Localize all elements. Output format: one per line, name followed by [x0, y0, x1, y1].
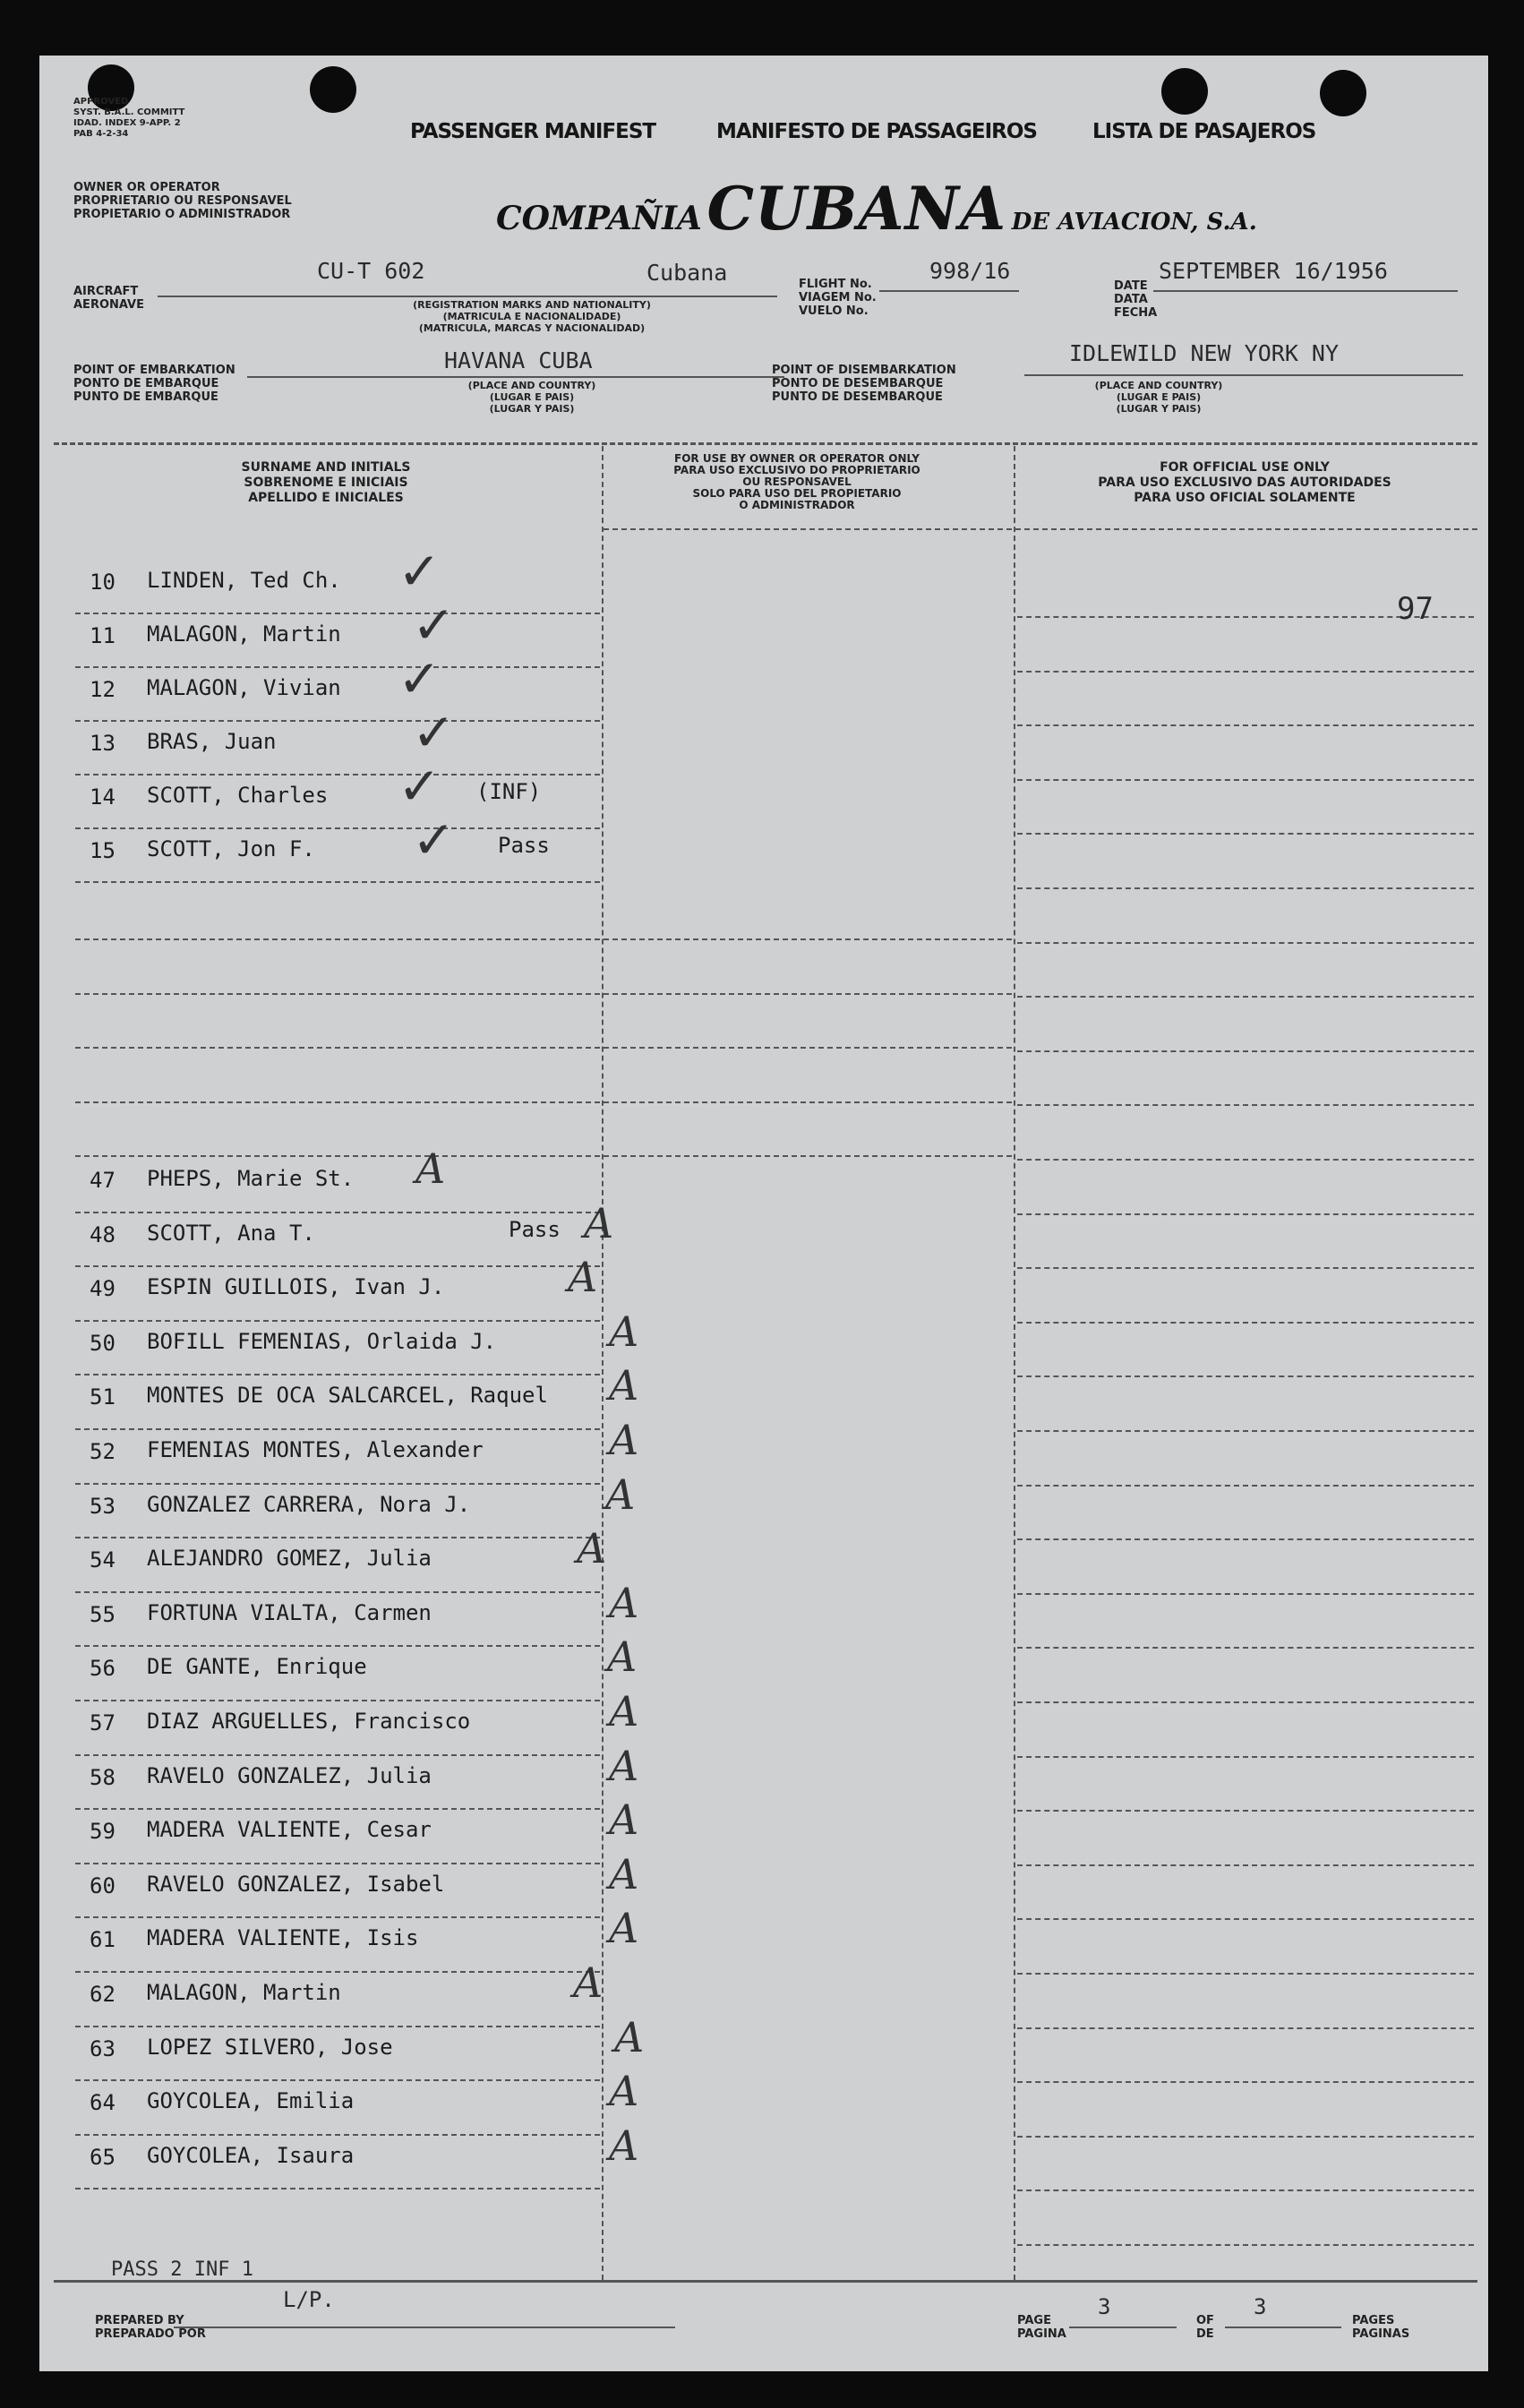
registration-caption-line: (MATRICULA, MARCAS Y NACIONALIDAD) — [418, 322, 646, 334]
initial-mark-icon: A — [577, 1524, 607, 1573]
passenger-number: 11 — [90, 623, 116, 648]
date-value: SEPTEMBER 16/1956 — [1159, 258, 1388, 284]
official-row-rule — [1017, 1322, 1474, 1324]
of-label-line: DE — [1196, 2327, 1214, 2341]
approval-line: APPROVED — [73, 97, 129, 107]
flight-label-line: VUELO No. — [799, 304, 869, 318]
passenger-number: 56 — [90, 1656, 116, 1682]
passenger-name: ESPIN GUILLOIS, Ivan J. — [147, 1274, 445, 1300]
passenger-row — [39, 648, 1024, 725]
passenger-number: 51 — [90, 1384, 116, 1410]
check-mark-icon: ✓ — [412, 702, 456, 763]
row-rule — [75, 720, 600, 722]
official-row-rule — [1017, 1973, 1474, 1975]
official-row-rule — [1017, 1647, 1474, 1649]
punch-hole-4 — [1320, 70, 1366, 116]
disembark-place-caption — [1078, 380, 1239, 415]
col1-header-line: APELLIDO E INICIALES — [248, 491, 404, 505]
disembark-label-line: PUNTO DE DESEMBARQUE — [772, 390, 943, 404]
official-row-rule — [1017, 2244, 1474, 2246]
place-caption-line: (LUGAR E PAIS) — [1116, 391, 1202, 403]
row-rule — [75, 1428, 600, 1430]
official-row-rule — [1017, 1756, 1474, 1758]
passenger-name: MALAGON, Vivian — [147, 675, 341, 700]
row-rule — [75, 1700, 600, 1701]
passenger-name: LOPEZ SILVERO, Jose — [147, 2034, 393, 2060]
official-row-rule — [1017, 1375, 1474, 1377]
approval-line: PAB 4-2-34 — [73, 129, 129, 139]
passenger-row — [39, 595, 1024, 672]
disembark-label — [772, 364, 956, 404]
punch-hole-3 — [1161, 68, 1208, 115]
passenger-number: 60 — [90, 1872, 116, 1898]
initial-mark-icon: A — [614, 2012, 645, 2061]
place-caption-line: (PLACE AND COUNTRY) — [467, 380, 596, 391]
flight-label — [799, 278, 877, 318]
official-row-rule — [1017, 942, 1474, 944]
page-underline — [1069, 2327, 1177, 2328]
official-row-rule — [1017, 1104, 1474, 1106]
place-caption-line: (PLACE AND COUNTRY) — [1094, 380, 1223, 391]
company-prefix: COMPAÑIA — [496, 200, 702, 237]
embark-value: HAVANA CUBA — [444, 347, 593, 373]
passenger-note: Pass — [509, 1216, 561, 1242]
registration-caption-line: (MATRICULA E NACIONALIDADE) — [442, 311, 621, 322]
initial-mark-icon: A — [573, 1958, 604, 2007]
title-es: LISTA DE PASAJEROS — [1092, 120, 1316, 143]
blank-row-rule — [75, 993, 1012, 995]
passenger-number: 52 — [90, 1439, 116, 1464]
passenger-row — [39, 1470, 1024, 1543]
manifest-sheet — [39, 56, 1488, 2371]
blank-row-rule — [75, 1101, 1012, 1103]
initial-mark-icon: A — [605, 1470, 636, 1519]
passenger-name: PHEPS, Marie St. — [147, 1166, 355, 1191]
page-value: 3 — [1098, 2294, 1111, 2319]
initial-mark-icon: A — [609, 2121, 639, 2170]
place-caption-line: (LUGAR Y PAIS) — [489, 403, 575, 415]
row-rule — [75, 666, 600, 668]
of-value: 3 — [1254, 2294, 1267, 2319]
embark-place-caption — [451, 380, 612, 415]
row-rule — [75, 774, 600, 776]
disembark-underline — [1024, 374, 1463, 376]
passenger-number: 55 — [90, 1601, 116, 1627]
header-bottom-rule — [604, 528, 1477, 530]
initial-mark-icon: A — [609, 2067, 639, 2116]
initial-mark-icon: A — [609, 1849, 639, 1898]
official-row-rule — [1017, 2027, 1474, 2029]
passenger-number: 62 — [90, 1982, 116, 2007]
passenger-name: MONTES DE OCA SALCARCEL, Raquel — [147, 1383, 548, 1409]
place-caption-line: (LUGAR Y PAIS) — [1116, 403, 1202, 415]
passenger-name: RAVELO GONZALEZ, Isabel — [147, 1871, 445, 1897]
official-row-rule — [1017, 1430, 1474, 1432]
row-rule — [75, 1591, 600, 1593]
row-rule — [75, 1212, 600, 1213]
official-row-rule — [1017, 1050, 1474, 1052]
passenger-row — [39, 1361, 1024, 1434]
passenger-row — [39, 1795, 1024, 1868]
passenger-row — [39, 1849, 1024, 1923]
embark-label-line: PONTO DE EMBARQUE — [73, 377, 219, 390]
passenger-number: 14 — [90, 784, 116, 810]
date-underline — [1153, 290, 1458, 292]
passenger-number: 57 — [90, 1710, 116, 1735]
aircraft-underline — [158, 296, 777, 297]
approval-block — [73, 97, 184, 140]
pages-label-line: PAGES — [1352, 2314, 1395, 2327]
flight-label-line: FLIGHT No. — [799, 278, 872, 291]
disembark-label-line: POINT OF DISEMBARKATION — [772, 364, 956, 377]
col2-header-line: PARA USO EXCLUSIVO DO PROPRIETARIO — [673, 464, 920, 476]
check-mark-icon: ✓ — [412, 810, 456, 870]
passenger-number: 58 — [90, 1764, 116, 1790]
passenger-number: 15 — [90, 838, 116, 863]
passenger-row — [39, 1198, 1024, 1272]
row-rule — [75, 2134, 600, 2136]
official-row-rule — [1017, 671, 1474, 673]
official-row-rule — [1017, 724, 1474, 726]
passenger-number: 59 — [90, 1819, 116, 1845]
check-mark-icon: ✓ — [398, 541, 441, 602]
initial-mark-icon: A — [609, 1578, 639, 1627]
footer-lp: L/P. — [283, 2287, 335, 2312]
passenger-name: SCOTT, Jon F. — [147, 836, 315, 861]
nationality-value: Cubana — [646, 260, 728, 286]
aircraft-label — [73, 285, 144, 312]
passenger-name: SCOTT, Charles — [147, 783, 329, 808]
prepared-label-line: PREPARADO POR — [95, 2327, 206, 2341]
official-row-rule — [1017, 2081, 1474, 2083]
col1-header — [75, 460, 577, 506]
place-caption-line: (LUGAR E PAIS) — [489, 391, 575, 403]
row-rule — [75, 2079, 600, 2081]
initial-mark-icon: A — [584, 1198, 614, 1247]
passenger-row — [39, 2067, 1024, 2139]
row-rule — [75, 613, 600, 614]
passenger-row — [39, 1958, 1024, 2031]
initial-mark-icon: A — [607, 1632, 638, 1682]
title-pt: MANIFESTO DE PASSAGEIROS — [716, 120, 1037, 143]
col2-header-line: O ADMINISTRADOR — [739, 499, 855, 511]
passenger-name: GOYCOLEA, Isaura — [147, 2142, 355, 2168]
passenger-row — [39, 1144, 1024, 1217]
table-top-rule — [54, 442, 1477, 445]
official-row-rule — [1017, 1485, 1474, 1487]
initial-mark-icon: A — [609, 1307, 639, 1356]
col3-header-line: FOR OFFICIAL USE ONLY — [1160, 460, 1330, 475]
passenger-name: DE GANTE, Enrique — [147, 1654, 367, 1680]
initial-mark-icon: A — [568, 1253, 598, 1302]
official-row-rule — [1017, 779, 1474, 781]
passenger-name: FORTUNA VIALTA, Carmen — [147, 1599, 432, 1625]
official-row-rule — [1017, 1538, 1474, 1540]
punch-hole-2 — [310, 66, 356, 113]
passenger-row — [39, 541, 1024, 618]
col1-header-line: SURNAME AND INITIALS — [241, 460, 411, 475]
approval-line: SYST. B.A.L. COMMITT — [73, 107, 185, 117]
passenger-number: 53 — [90, 1493, 116, 1519]
date-label-line: DATA — [1114, 293, 1148, 306]
embark-label-line: POINT OF EMBARKATION — [73, 364, 235, 377]
initial-mark-icon: A — [609, 1741, 639, 1790]
official-row-rule — [1017, 1213, 1474, 1215]
initial-mark-icon: A — [609, 1904, 639, 1953]
col2-header-line: OU RESPONSAVEL — [742, 476, 852, 488]
row-rule — [75, 1916, 600, 1918]
row-rule — [75, 881, 600, 883]
passenger-name: MALAGON, Martin — [147, 1980, 341, 2005]
disembark-label-line: PONTO DE DESEMBARQUE — [772, 377, 944, 390]
passenger-name: LINDEN, Ted Ch. — [147, 568, 341, 593]
row-rule — [75, 1863, 600, 1864]
aircraft-label-line: AIRCRAFT — [73, 285, 139, 298]
page-label-line: PAGINA — [1017, 2327, 1066, 2341]
owner-label-line: OWNER OR OPERATOR — [73, 181, 220, 194]
passenger-row — [39, 756, 1024, 833]
passenger-row — [39, 702, 1024, 779]
footer-rule — [54, 2280, 1477, 2283]
passenger-name: MADERA VALIENTE, Cesar — [147, 1817, 432, 1843]
of-underline — [1225, 2327, 1341, 2328]
col2-header-line: FOR USE BY OWNER OR OPERATOR ONLY — [674, 452, 920, 465]
initial-mark-icon: A — [609, 1795, 639, 1845]
flight-label-line: VIAGEM No. — [799, 291, 877, 304]
passenger-number: 47 — [90, 1168, 116, 1193]
passenger-number: 48 — [90, 1221, 116, 1247]
passenger-number: 54 — [90, 1547, 116, 1573]
official-row-rule — [1017, 1701, 1474, 1703]
registration-caption — [344, 299, 720, 334]
official-note: 97 — [1397, 591, 1434, 627]
row-rule — [75, 1483, 600, 1485]
passenger-row — [39, 1632, 1024, 1705]
passenger-row — [39, 810, 1024, 887]
passenger-name: DIAZ ARGUELLES, Francisco — [147, 1709, 471, 1734]
of-label — [1196, 2314, 1214, 2341]
passenger-number: 49 — [90, 1276, 116, 1302]
page-label — [1017, 2314, 1066, 2341]
passenger-name: GONZALEZ CARRERA, Nora J. — [147, 1491, 471, 1517]
initial-mark-icon: A — [609, 1361, 639, 1410]
passenger-name: GOYCOLEA, Emilia — [147, 2088, 355, 2114]
passenger-row — [39, 1524, 1024, 1597]
row-rule — [75, 2026, 600, 2027]
official-row-rule — [1017, 996, 1474, 998]
passenger-name: SCOTT, Ana T. — [147, 1220, 315, 1246]
passenger-row — [39, 1578, 1024, 1651]
passenger-number: 12 — [90, 677, 116, 702]
aircraft-label-line: AERONAVE — [73, 298, 145, 312]
row-rule — [75, 1971, 600, 1973]
row-rule — [75, 1320, 600, 1322]
owner-label-line: PROPIETARIO O ADMINISTRADOR — [73, 208, 291, 221]
col2-header-line: SOLO PARA USO DEL PROPIETARIO — [692, 487, 902, 500]
prepared-label-line: PREPARED BY — [95, 2314, 184, 2327]
passenger-number: 61 — [90, 1927, 116, 1953]
passenger-name: FEMENIAS MONTES, Alexander — [147, 1437, 484, 1462]
initial-mark-icon: A — [609, 1416, 639, 1464]
row-rule — [75, 1808, 600, 1810]
official-row-rule — [1017, 833, 1474, 835]
initial-mark-icon: A — [609, 1687, 639, 1735]
date-label — [1114, 279, 1157, 320]
col3-header-line: PARA USO EXCLUSIVO DAS AUTORIDADES — [1098, 476, 1391, 490]
passenger-row — [39, 2012, 1024, 2086]
approval-line: IDAD. INDEX 9-APP. 2 — [73, 118, 181, 128]
official-row-rule — [1017, 1593, 1474, 1595]
row-rule — [75, 1537, 600, 1538]
blank-row-rule — [75, 1155, 1012, 1157]
embark-underline — [247, 376, 784, 378]
blank-row-rule — [75, 1047, 1012, 1049]
date-label-line: DATE — [1114, 279, 1148, 293]
col3-header — [1021, 460, 1468, 506]
owner-label — [73, 181, 292, 221]
embark-label — [73, 364, 235, 404]
passenger-name: RAVELO GONZALEZ, Julia — [147, 1762, 432, 1788]
prepared-underline — [174, 2327, 675, 2328]
footer-counts: PASS 2 INF 1 — [111, 2258, 253, 2281]
official-row-rule — [1017, 2136, 1474, 2138]
passenger-name: BRAS, Juan — [147, 729, 277, 754]
passenger-row — [39, 1253, 1024, 1325]
disembark-value: IDLEWILD NEW YORK NY — [1069, 340, 1340, 366]
check-mark-icon: ✓ — [412, 595, 456, 656]
col1-header-line: SOBRENOME E INICIAIS — [244, 476, 408, 490]
of-label-line: OF — [1196, 2314, 1214, 2327]
passenger-name: MADERA VALIENTE, Isis — [147, 1925, 419, 1951]
owner-label-line: PROPRIETARIO OU RESPONSAVEL — [73, 194, 292, 208]
row-rule — [75, 827, 600, 829]
row-rule — [75, 1374, 600, 1375]
passenger-number: 10 — [90, 570, 116, 595]
row-rule — [75, 2188, 600, 2189]
flight-value: 998/16 — [929, 258, 1011, 284]
official-row-rule — [1017, 1267, 1474, 1269]
col3-header-line: PARA USO OFICIAL SOLAMENTE — [1134, 491, 1356, 505]
official-row-rule — [1017, 2189, 1474, 2191]
passenger-name: ALEJANDRO GOMEZ, Julia — [147, 1546, 432, 1572]
aircraft-value: CU-T 602 — [317, 258, 425, 284]
passenger-number: 13 — [90, 731, 116, 756]
row-rule — [75, 1754, 600, 1756]
passenger-number: 63 — [90, 2035, 116, 2061]
check-mark-icon: ✓ — [398, 648, 441, 709]
page-label-line: PAGE — [1017, 2314, 1051, 2327]
passenger-row — [39, 1904, 1024, 1976]
row-rule — [75, 1645, 600, 1647]
company-name — [496, 174, 1257, 244]
initial-mark-icon: A — [415, 1144, 446, 1193]
passenger-number: 65 — [90, 2144, 116, 2170]
embark-label-line: PUNTO DE EMBARQUE — [73, 390, 218, 404]
date-label-line: FECHA — [1114, 306, 1158, 320]
passenger-row — [39, 1416, 1024, 1488]
flight-underline — [879, 290, 1019, 292]
official-row-rule — [1017, 1810, 1474, 1812]
passenger-row — [39, 1741, 1024, 1814]
registration-caption-line: (REGISTRATION MARKS AND NATIONALITY) — [413, 299, 651, 311]
passenger-name: BOFILL FEMENIAS, Orlaida J. — [147, 1328, 497, 1354]
company-main: CUBANA — [706, 174, 1007, 244]
passenger-row — [39, 1687, 1024, 1760]
passenger-name: MALAGON, Martin — [147, 621, 341, 647]
passenger-row — [39, 2121, 1024, 2194]
company-suffix: DE AVIACION, S.A. — [1011, 209, 1257, 236]
title-en: PASSENGER MANIFEST — [410, 120, 656, 143]
official-row-rule — [1017, 1918, 1474, 1920]
passenger-note: (INF) — [476, 779, 542, 804]
official-row-rule — [1017, 1159, 1474, 1161]
passenger-number: 64 — [90, 2090, 116, 2116]
official-row-rule — [1017, 887, 1474, 889]
passenger-note: Pass — [498, 833, 550, 858]
check-mark-icon: ✓ — [398, 756, 441, 817]
official-row-rule — [1017, 1864, 1474, 1866]
col2-header — [600, 453, 994, 511]
passenger-number: 50 — [90, 1330, 116, 1356]
row-rule — [75, 1265, 600, 1267]
pages-label-line: PAGINAS — [1352, 2327, 1410, 2341]
blank-row-rule — [75, 938, 1012, 940]
pages-label — [1352, 2314, 1409, 2341]
passenger-row — [39, 1307, 1024, 1380]
